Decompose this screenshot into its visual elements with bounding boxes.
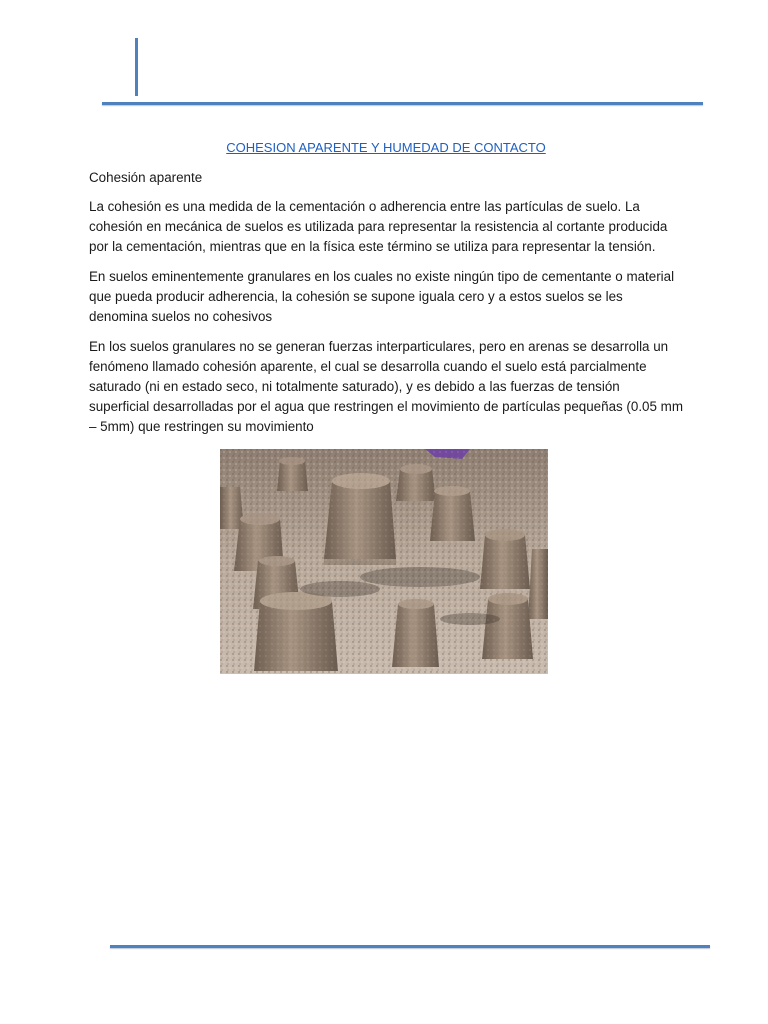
paragraph-1: La cohesión es una medida de la cementación o adherencia entre las partículas de suelo. La cohesión en mecánica de suelos es utilizada para representar la resistencia al cortante producida por la cementación, mientras que en la física este término se utiliza para representar la tensión. — [89, 199, 668, 254]
sand-castles-illustration — [220, 449, 548, 674]
header-rule — [102, 102, 703, 105]
paragraph-2: En suelos eminentemente granulares en los cuales no existe ningún tipo de cementante o material que pueda producir adherencia, la cohesión se supone iguala cero y a estos suelos se les denomina suelos no cohesivos — [89, 269, 675, 324]
sand-castles-photo — [220, 449, 548, 674]
header-vertical-bar — [135, 38, 138, 96]
document-title[interactable]: COHESION APARENTE Y HUMEDAD DE CONTACTO — [226, 140, 546, 155]
section-heading: Cohesión aparente — [89, 170, 203, 185]
paragraph-3: En los suelos granulares no se generan fuerzas interparticulares, pero en arenas se desarrolla un fenómeno llamado cohesión aparente, el cual se desarrolla cuando el suelo está parcialmente saturado (ni en estado seco, ni totalmente saturado), y es debido a las fuerzas de tensión superficial desarrolladas por el agua que restringen el movimiento de partículas pequeñas (0.05 mm – 5mm) que restringen su movimiento — [89, 339, 683, 434]
document-body — [89, 138, 683, 447]
footer-rule — [110, 945, 710, 948]
